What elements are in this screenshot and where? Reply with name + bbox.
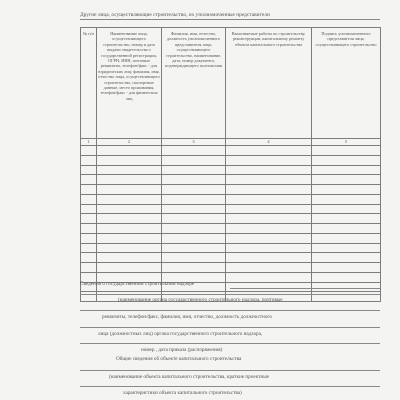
table-cell (81, 155, 97, 165)
table-cell (312, 214, 381, 224)
table-cell (226, 204, 312, 214)
table-cell (312, 165, 381, 175)
table-cell (97, 214, 162, 224)
table-cell (312, 155, 381, 165)
table-cell (81, 185, 97, 195)
table-cell (162, 165, 226, 175)
table-cell (97, 175, 162, 185)
table-cell (226, 165, 312, 175)
caption-line: номер , дата приказа (распоряжения) (141, 347, 223, 353)
table-cell (312, 272, 381, 282)
column-header-representative: Фамилия, имя, отчество, должность уполномоченного представителя лица, осуществляющего строительство, наименование, дата, номер документа, подтверждающего полномочия (162, 28, 226, 139)
table-cell (226, 146, 312, 156)
table-cell (97, 233, 162, 243)
table-cell (312, 243, 381, 253)
column-number: 1 (81, 139, 97, 146)
table-cell (226, 243, 312, 253)
table-row (81, 224, 381, 234)
table-cell (81, 204, 97, 214)
table-cell (81, 214, 97, 224)
table-row (81, 243, 381, 253)
column-number: 2 (97, 139, 162, 146)
table-cell (312, 204, 381, 214)
fill-line (80, 310, 380, 311)
table-cell (81, 175, 97, 185)
table-cell (312, 185, 381, 195)
table-cell (97, 253, 162, 263)
table-row (81, 204, 381, 214)
general-info-label: Общие сведения об объекте капитального строительства (116, 356, 242, 362)
table-cell (97, 185, 162, 195)
table-body (81, 146, 381, 302)
fill-line (80, 370, 380, 371)
table-cell (81, 263, 97, 273)
table-cell (162, 214, 226, 224)
table-cell (226, 263, 312, 273)
table-cell (97, 204, 162, 214)
column-number-row (81, 139, 381, 146)
table-cell (162, 155, 226, 165)
column-number: 3 (162, 139, 226, 146)
table-cell (312, 194, 381, 204)
fill-line (80, 294, 380, 295)
table-row (81, 165, 381, 175)
table-cell (97, 243, 162, 253)
column-header-works: Выполняемые работы по строительству, реконструкции, капитальному ремонту объекта капитального строительства (226, 28, 312, 139)
table-cell (226, 194, 312, 204)
table-row (81, 146, 381, 156)
table-row (81, 233, 381, 243)
table-cell (226, 175, 312, 185)
table-cell (226, 224, 312, 234)
caption-line: (наименование объекта капитального строительства, краткие проектные (109, 374, 269, 380)
table-cell (312, 263, 381, 273)
fill-line (230, 288, 380, 289)
table-cell (226, 185, 312, 195)
table-cell (97, 224, 162, 234)
table-row (81, 214, 381, 224)
table-cell (81, 194, 97, 204)
fill-line (80, 327, 380, 328)
fill-line (80, 343, 380, 344)
column-header-contractor: Наименование лица, осуществляющего строительство, номер и дата выдачи свидетельства о государственной регистрации, ОГРН, ИНН, почтовые реквизиты, телефон/факс - для юридических лиц; фамилия, имя, отчество лица, осуществляющего строительство, паспортные данные, место проживания, телефон/факс - для физических лиц (97, 28, 162, 139)
table-cell (312, 175, 381, 185)
table-row (81, 175, 381, 185)
table-cell (162, 253, 226, 263)
table-row (81, 253, 381, 263)
table-cell (162, 224, 226, 234)
table-cell (97, 155, 162, 165)
table-cell (81, 165, 97, 175)
caption-line: реквизиты, телефон/факс, фамилия, имя, отчество, должность должностного (102, 314, 273, 320)
table-cell (81, 243, 97, 253)
table-cell (81, 233, 97, 243)
table-cell (81, 146, 97, 156)
heading-underline (80, 19, 380, 20)
table-cell (312, 224, 381, 234)
table-cell (162, 146, 226, 156)
table-cell (162, 263, 226, 273)
table-cell (162, 185, 226, 195)
table-row (81, 185, 381, 195)
table-row (81, 263, 381, 273)
representatives-table (80, 27, 381, 302)
table-cell (312, 253, 381, 263)
table-cell (312, 233, 381, 243)
table-row (81, 194, 381, 204)
table-cell (97, 263, 162, 273)
table-cell (162, 233, 226, 243)
table-cell (81, 224, 97, 234)
table-row (81, 155, 381, 165)
table-cell (226, 155, 312, 165)
table-cell (226, 272, 312, 282)
supervision-label: Сведения о государственном строительном надзоре (80, 281, 195, 287)
table-cell (97, 194, 162, 204)
table-cell (226, 282, 312, 292)
table-cell (81, 253, 97, 263)
table-cell (162, 243, 226, 253)
table-cell (312, 146, 381, 156)
table-cell (226, 253, 312, 263)
column-number: 5 (312, 139, 381, 146)
table-header-row (81, 28, 381, 139)
table-cell (162, 194, 226, 204)
table-cell (226, 214, 312, 224)
column-number: 4 (226, 139, 312, 146)
fill-line (80, 386, 380, 387)
caption-line: лица (должностных лиц) органа государственного строительного надзора, (98, 331, 263, 337)
column-header-signature: Подпись уполномоченного представителя лица, осуществляющего строительство (312, 28, 381, 139)
table-cell (312, 282, 381, 292)
section-heading: Другие лица, осуществляющие строительство, их уполномоченные представители (80, 12, 270, 18)
caption-line: характеристики объекта капитального строительства) (123, 390, 242, 396)
table-cell (97, 146, 162, 156)
table-cell (226, 233, 312, 243)
table-cell (162, 204, 226, 214)
table-cell (162, 175, 226, 185)
caption-line: (наименование органа государственного строительного надзора, почтовые (118, 297, 283, 303)
table-cell (97, 165, 162, 175)
column-header-number: № п/п (81, 28, 97, 139)
